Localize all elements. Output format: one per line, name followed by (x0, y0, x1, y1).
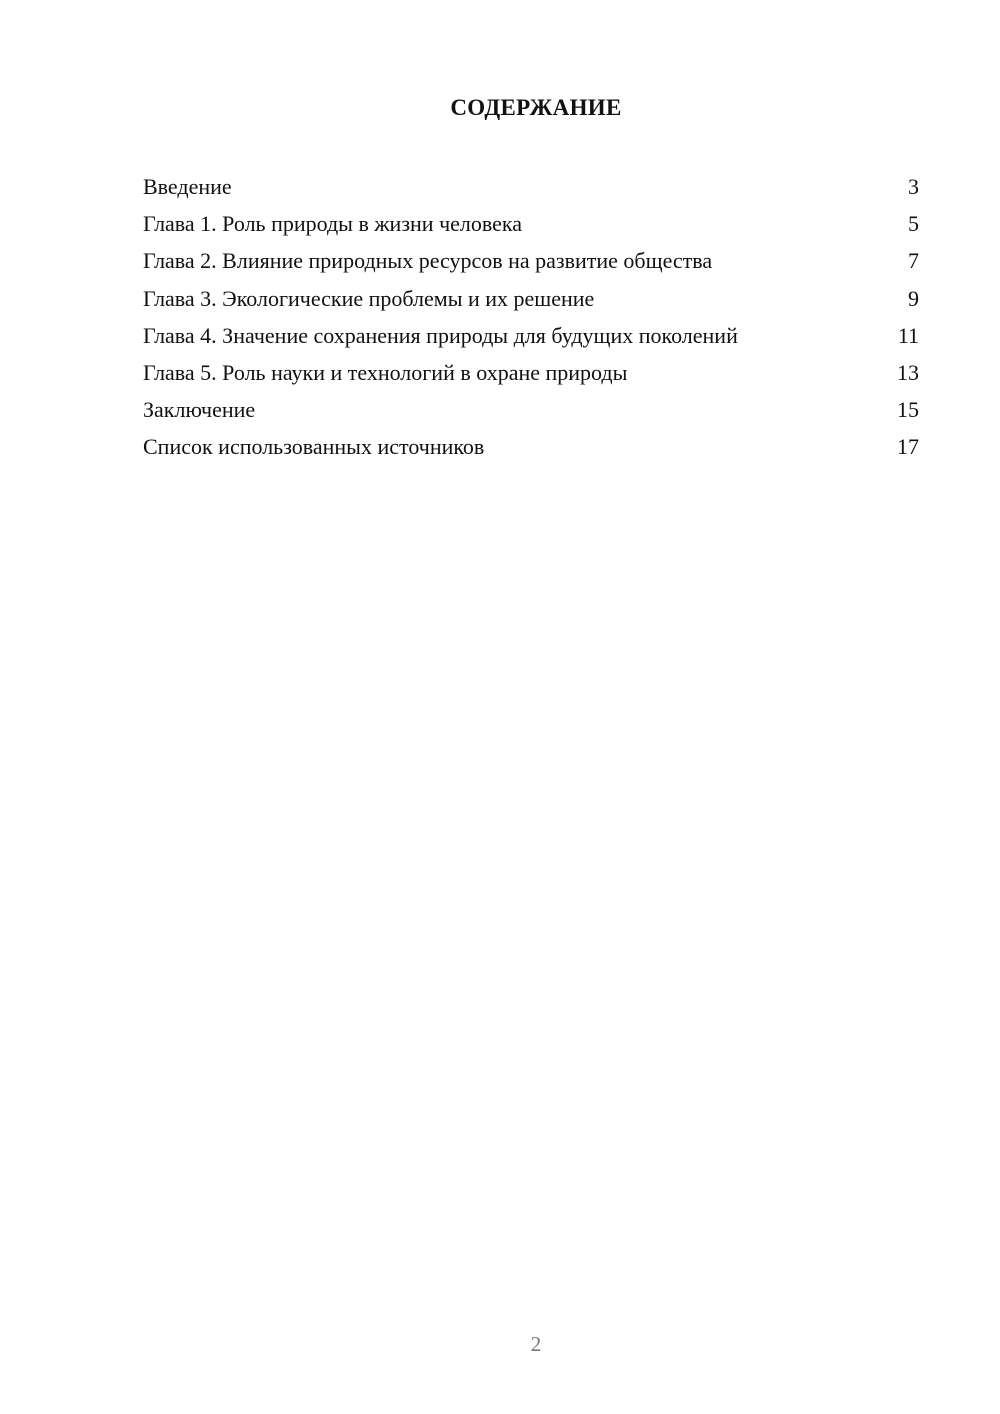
toc-entry-page: 3 (908, 174, 919, 199)
toc-entry-references (143, 428, 919, 465)
toc-entry-label: Глава 3. Экологические проблемы и их решение (143, 285, 595, 311)
toc-entry-label: Глава 1. Роль природы в жизни человека (143, 211, 523, 237)
toc-title: СОДЕРЖАНИЕ (450, 95, 622, 120)
toc-entry-page: 11 (897, 322, 919, 348)
toc-entry-page: 9 (908, 285, 919, 311)
toc-entry-chapter-3 (143, 280, 919, 317)
toc-entry-introduction (143, 168, 919, 205)
toc-entry-conclusion (143, 391, 919, 428)
toc-entry-chapter-2 (143, 242, 919, 279)
page-number: 2 (530, 1332, 542, 1356)
toc-entry-label: Заключение (143, 397, 256, 423)
toc-entry-page: 5 (908, 211, 919, 237)
table-of-contents (143, 168, 919, 466)
toc-entry-label: Глава 2. Влияние природных ресурсов на развитие общества (143, 248, 713, 274)
toc-entry-label: Глава 5. Роль науки и технологий в охране природы (143, 359, 628, 385)
toc-entry-label: Введение (143, 174, 232, 199)
toc-entry-chapter-4 (143, 317, 919, 354)
toc-entry-chapter-5 (143, 354, 919, 391)
toc-entry-page: 7 (908, 248, 919, 274)
toc-entry-label: Список использованных источников (143, 434, 485, 460)
toc-entry-page: 15 (897, 397, 919, 423)
toc-entry-page: 13 (897, 359, 919, 385)
toc-entry-chapter-1 (143, 205, 919, 242)
toc-entry-label: Глава 4. Значение сохранения природы для будущих поколений (143, 322, 738, 348)
toc-entry-page: 17 (897, 434, 919, 460)
